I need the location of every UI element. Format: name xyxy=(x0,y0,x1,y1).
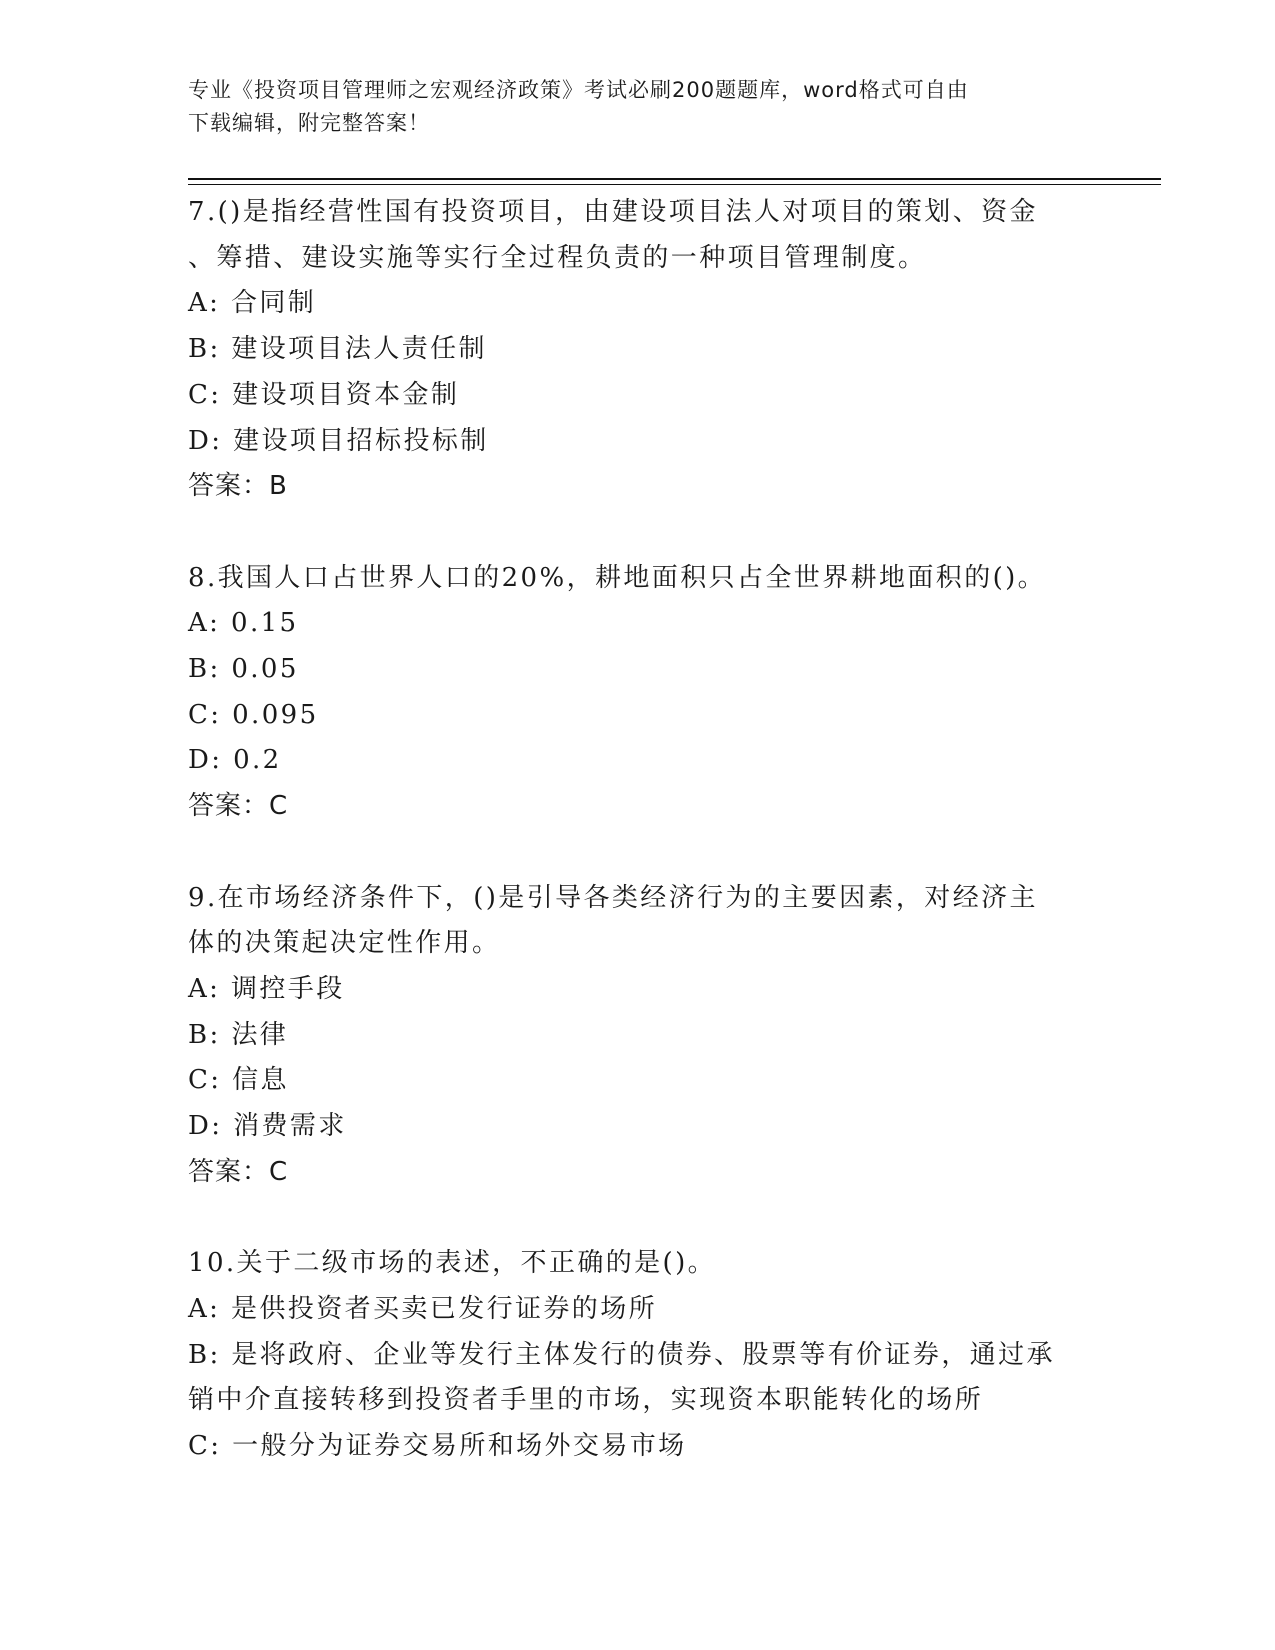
option-b: B: 是将政府、企业等发行主体发行的债券、股票等有价证券，通过承 xyxy=(188,1339,1055,1370)
question-10 xyxy=(188,1241,1088,1470)
question-8 xyxy=(188,556,1088,830)
option-a: A: 0.15 xyxy=(188,608,299,639)
option-d: D: 0.2 xyxy=(188,745,282,776)
option-c: C: 信息 xyxy=(188,1065,289,1096)
answer: 答案：C xyxy=(188,791,289,822)
option-c: C: 建设项目资本金制 xyxy=(188,379,460,410)
header-line: 下载编辑，附完整答案！ xyxy=(188,111,430,135)
question-stem: 7.()是指经营性国有投资项目，由建设项目法人对项目的策划、资金 xyxy=(188,197,1038,227)
option-a: A: 调控手段 xyxy=(188,973,345,1004)
option-a: A: 是供投资者买卖已发行证券的场所 xyxy=(188,1293,658,1324)
question-9 xyxy=(188,876,1088,1196)
option-c: C: 0.095 xyxy=(188,699,319,730)
option-c: C: 一般分为证券交易所和场外交易市场 xyxy=(188,1430,687,1461)
option-b: B: 0.05 xyxy=(188,654,299,685)
option-b: B: 法律 xyxy=(188,1019,289,1050)
option-b: B: 建设项目法人责任制 xyxy=(188,334,487,365)
question-stem: 8.我国人口占世界人口的20%，耕地面积只占全世界耕地面积的()。 xyxy=(188,562,1047,593)
header-divider xyxy=(188,184,1161,185)
header-divider xyxy=(188,178,1161,180)
answer: 答案：C xyxy=(188,1156,289,1187)
question-stem: 10.关于二级市场的表述，不正确的是()。 xyxy=(188,1248,717,1279)
question-7 xyxy=(188,190,1088,510)
option-a: A: 合同制 xyxy=(188,288,317,319)
question-stem: 、筹措、建设实施等实行全过程负责的一种项目管理制度。 xyxy=(188,242,927,273)
option-d: D: 消费需求 xyxy=(188,1111,347,1142)
header-line: 专业《投资项目管理师之宏观经济政策》考试必刷200题题库，word格式可自由 xyxy=(188,78,969,102)
answer: 答案：B xyxy=(188,471,288,502)
question-list xyxy=(188,190,1088,1470)
document-header xyxy=(188,74,1088,140)
question-stem: 9.在市场经济条件下，()是引导各类经济行为的主要因素，对经济主 xyxy=(188,882,1038,913)
question-stem: 体的决策起决定性作用。 xyxy=(188,928,501,959)
option-b-continued: 销中介直接转移到投资者手里的市场，实现资本职能转化的场所 xyxy=(188,1385,984,1416)
option-d: D: 建设项目招标投标制 xyxy=(188,425,489,456)
